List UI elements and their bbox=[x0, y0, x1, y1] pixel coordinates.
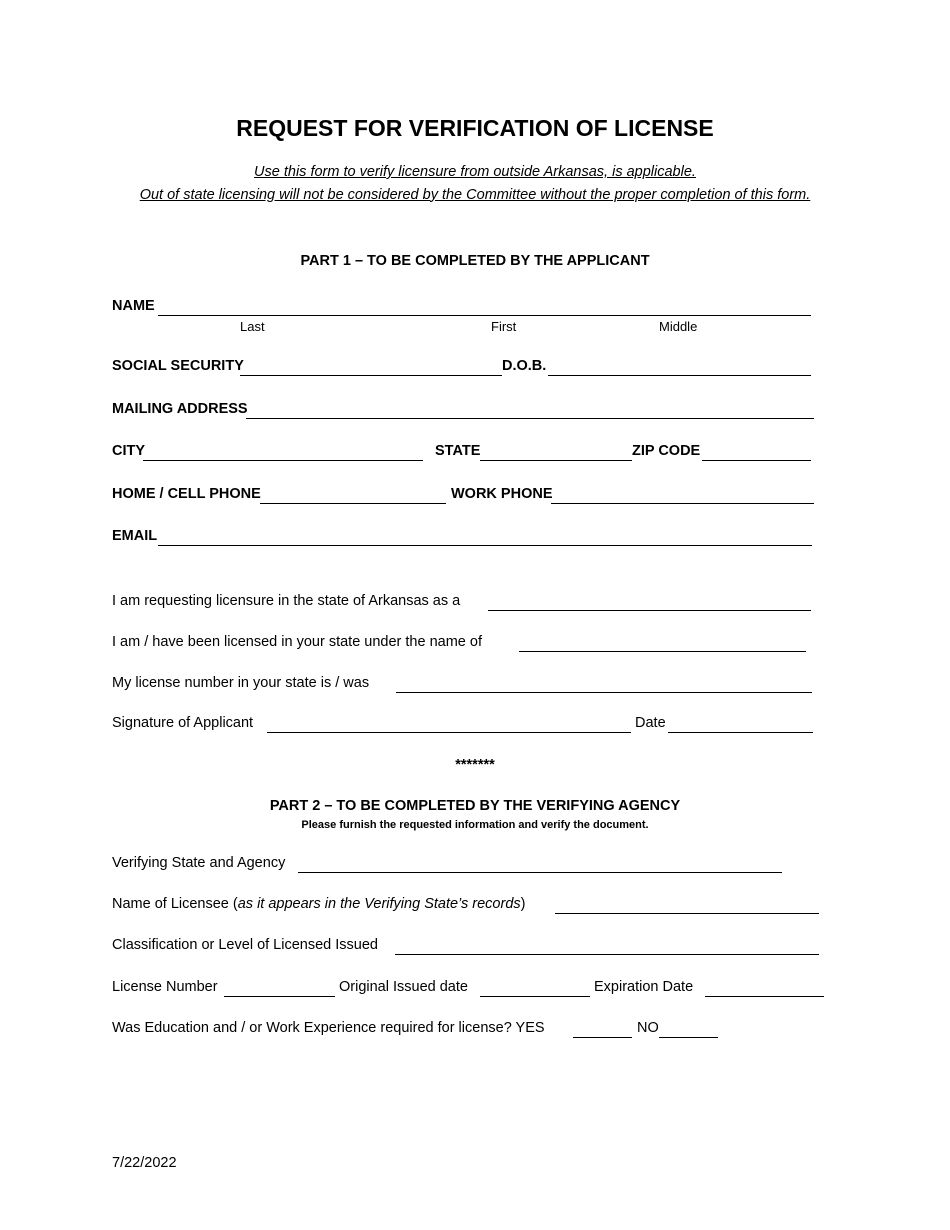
email-field[interactable] bbox=[158, 545, 812, 546]
zip-field[interactable] bbox=[702, 460, 811, 461]
licensee-name-label bbox=[112, 897, 525, 912]
requesting-field[interactable] bbox=[488, 610, 811, 611]
part1-heading: PART 1 – TO BE COMPLETED BY THE APPLICANT bbox=[300, 253, 650, 269]
mailing-address-field[interactable] bbox=[246, 418, 814, 419]
form-title: REQUEST FOR VERIFICATION OF LICENSE bbox=[236, 115, 714, 141]
expiration-field[interactable] bbox=[705, 996, 824, 997]
name-field[interactable] bbox=[158, 315, 811, 316]
home-phone-label: HOME / CELL PHONE bbox=[112, 486, 261, 502]
signature-date-label: Date bbox=[635, 715, 666, 731]
licensee-name-field[interactable] bbox=[555, 913, 819, 914]
intro-line-2: Out of state licensing will not be considered by the Committee without the proper completion of this form. bbox=[139, 186, 811, 203]
p2-license-number-label: License Number bbox=[112, 979, 218, 995]
classification-field[interactable] bbox=[395, 954, 819, 955]
dob-label: D.O.B. bbox=[502, 358, 547, 374]
zip-label: ZIP CODE bbox=[632, 443, 701, 459]
work-phone-field[interactable] bbox=[551, 503, 814, 504]
original-issued-field[interactable] bbox=[480, 996, 590, 997]
email-label: EMAIL bbox=[112, 528, 158, 544]
state-label: STATE bbox=[435, 443, 481, 459]
intro-line-1: Use this form to verify licensure from outside Arkansas, is applicable. bbox=[254, 164, 696, 180]
p2-license-number-field[interactable] bbox=[224, 996, 335, 997]
no-field[interactable] bbox=[659, 1037, 718, 1038]
work-phone-label: WORK PHONE bbox=[451, 486, 553, 502]
ssn-label: SOCIAL SECURITY bbox=[112, 358, 244, 374]
intro-text bbox=[115, 161, 835, 206]
name-sub-last: Last bbox=[240, 319, 265, 334]
expiration-label: Expiration Date bbox=[594, 979, 694, 995]
licensed-name-field[interactable] bbox=[519, 651, 806, 652]
licensed-name-label: I am / have been licensed in your state under the name of bbox=[112, 634, 482, 650]
verifying-agency-label: Verifying State and Agency bbox=[112, 855, 286, 871]
state-field[interactable] bbox=[480, 460, 632, 461]
signature-field[interactable] bbox=[267, 732, 631, 733]
yes-field[interactable] bbox=[573, 1037, 632, 1038]
license-number-label: My license number in your state is / was bbox=[112, 675, 370, 691]
original-issued-label: Original Issued date bbox=[339, 979, 468, 995]
license-number-field[interactable] bbox=[396, 692, 812, 693]
footer-date: 7/22/2022 bbox=[112, 1155, 177, 1171]
city-label: CITY bbox=[112, 443, 146, 459]
classification-label: Classification or Level of Licensed Issued bbox=[112, 937, 378, 953]
city-field[interactable] bbox=[143, 460, 423, 461]
name-sub-middle: Middle bbox=[659, 319, 698, 334]
no-label: NO bbox=[637, 1020, 659, 1036]
licensee-label-italic: as it appears in the Verifying State’s records bbox=[237, 896, 521, 912]
ssn-field[interactable] bbox=[240, 375, 502, 376]
home-phone-field[interactable] bbox=[260, 503, 446, 504]
verifying-agency-field[interactable] bbox=[298, 872, 782, 873]
licensee-label-a: Name of Licensee ( bbox=[112, 896, 238, 912]
signature-date-field[interactable] bbox=[668, 732, 813, 733]
requesting-label: I am requesting licensure in the state of Arkansas as a bbox=[112, 593, 461, 609]
name-label: NAME bbox=[112, 298, 155, 314]
name-sub-first: First bbox=[491, 319, 517, 334]
education-label: Was Education and / or Work Experience required for license? YES bbox=[112, 1020, 545, 1036]
part2-heading: PART 2 – TO BE COMPLETED BY THE VERIFYING AGENCY bbox=[269, 798, 681, 814]
dob-field[interactable] bbox=[548, 375, 811, 376]
signature-label: Signature of Applicant bbox=[112, 715, 254, 731]
separator: ******* bbox=[455, 757, 495, 773]
part2-subheading: Please furnish the requested information and verify the document. bbox=[301, 819, 649, 831]
mailing-address-label: MAILING ADDRESS bbox=[112, 401, 248, 417]
licensee-label-c: ) bbox=[520, 896, 526, 912]
